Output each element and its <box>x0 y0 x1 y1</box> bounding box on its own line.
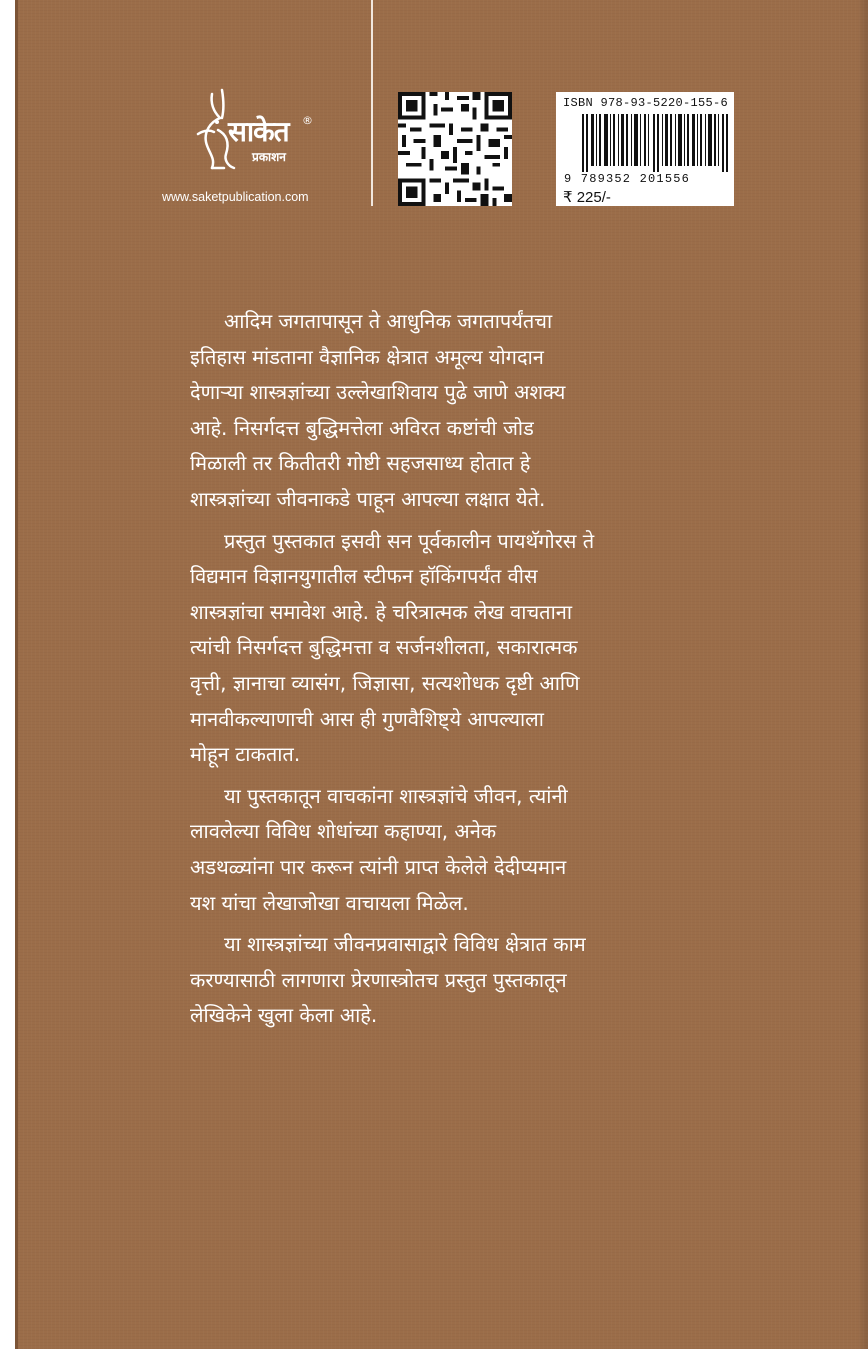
blurb-paragraph-4 <box>190 927 700 1034</box>
isbn-barcode-label <box>556 92 734 206</box>
price-label: ₹ 225/- <box>563 189 611 206</box>
blurb-line: या पुस्तकातून वाचकांना शास्त्रज्ञांचे जीवन, त्यांनी <box>224 783 568 808</box>
publisher-logo <box>190 84 330 184</box>
isbn-number: ISBN 978-93-5220-155-6 <box>563 96 729 110</box>
blurb-line: विद्यमान विज्ञानयुगातील स्टीफन हॉकिंगपर्यंत वीस <box>190 564 538 589</box>
cover-right-edge <box>858 0 868 1349</box>
blurb-text <box>190 304 700 1040</box>
blurb-line: प्रस्तुत पुस्तकात इसवी सन पूर्वकालीन पायथॅगोरस ते <box>224 528 595 553</box>
barcode-icon <box>582 114 730 172</box>
blurb-line: मोहून टाकतात. <box>190 742 301 767</box>
vertical-divider <box>371 0 373 206</box>
cover-left-edge <box>15 0 18 1349</box>
blurb-paragraph-1 <box>190 304 700 518</box>
blurb-line: आदिम जगतापासून ते आधुनिक जगतापर्यंतचा <box>224 309 553 333</box>
blurb-paragraph-3 <box>190 779 700 921</box>
logo-wordmark: साकेत <box>228 115 289 148</box>
blurb-line: यश यांचा लेखाजोखा वाचायला मिळेल. <box>190 890 469 915</box>
blurb-line: लावलेल्या विविध शोधांच्या कहाण्या, अनेक <box>190 819 497 844</box>
blurb-line: वृत्ती, ज्ञानाचा व्यासंग, जिज्ञासा, सत्यशोधक दृष्टी आणि <box>190 670 580 695</box>
blurb-line: इतिहास मांडताना वैज्ञानिक क्षेत्रात अमूल्य योगदान <box>190 344 544 369</box>
logo-subtitle: प्रकाशन <box>252 150 286 164</box>
blurb-line: देणाऱ्या शास्त्रज्ञांच्या उल्लेखाशिवाय पुढे जाणे अशक्य <box>190 380 566 405</box>
barcode-digits: 9 789352 201556 <box>564 172 691 186</box>
blurb-line: या शास्त्रज्ञांच्या जीवनप्रवासाद्वारे विविध क्षेत्रात काम <box>224 932 586 957</box>
blurb-line: लेखिकेने खुला केला आहे. <box>190 1003 378 1028</box>
blurb-line: शास्त्रज्ञांचा समावेश आहे. हे चरित्रात्मक लेख वाचताना <box>190 599 573 624</box>
publisher-website: www.saketpublication.com <box>162 190 309 204</box>
blurb-line: मिळाली तर कितीतरी गोष्टी सहजसाध्य होतात हे <box>190 451 531 476</box>
qr-code-icon <box>398 92 512 206</box>
blurb-line: मानवीकल्याणाची आस ही गुणवैशिष्ट्ये आपल्याला <box>190 706 544 731</box>
blurb-line: त्यांची निसर्गदत्त बुद्धिमत्ता व सर्जनशीलता, सकारात्मक <box>190 635 578 660</box>
blurb-paragraph-2 <box>190 524 700 773</box>
blurb-line: शास्त्रज्ञांच्या जीवनाकडे पाहून आपल्या लक्षात येते. <box>190 486 546 511</box>
blurb-line: आहे. निसर्गदत्त बुद्धिमत्तेला अविरत कष्टांची जोड <box>190 415 534 440</box>
blurb-line: अडथळ्यांना पार करून त्यांनी प्राप्त केलेले देदीप्यमान <box>190 854 567 879</box>
blurb-line: करण्यासाठी लागणारा प्रेरणास्त्रोतच प्रस्तुत पुस्तकातून <box>190 967 567 992</box>
registered-mark: ® <box>302 114 313 127</box>
